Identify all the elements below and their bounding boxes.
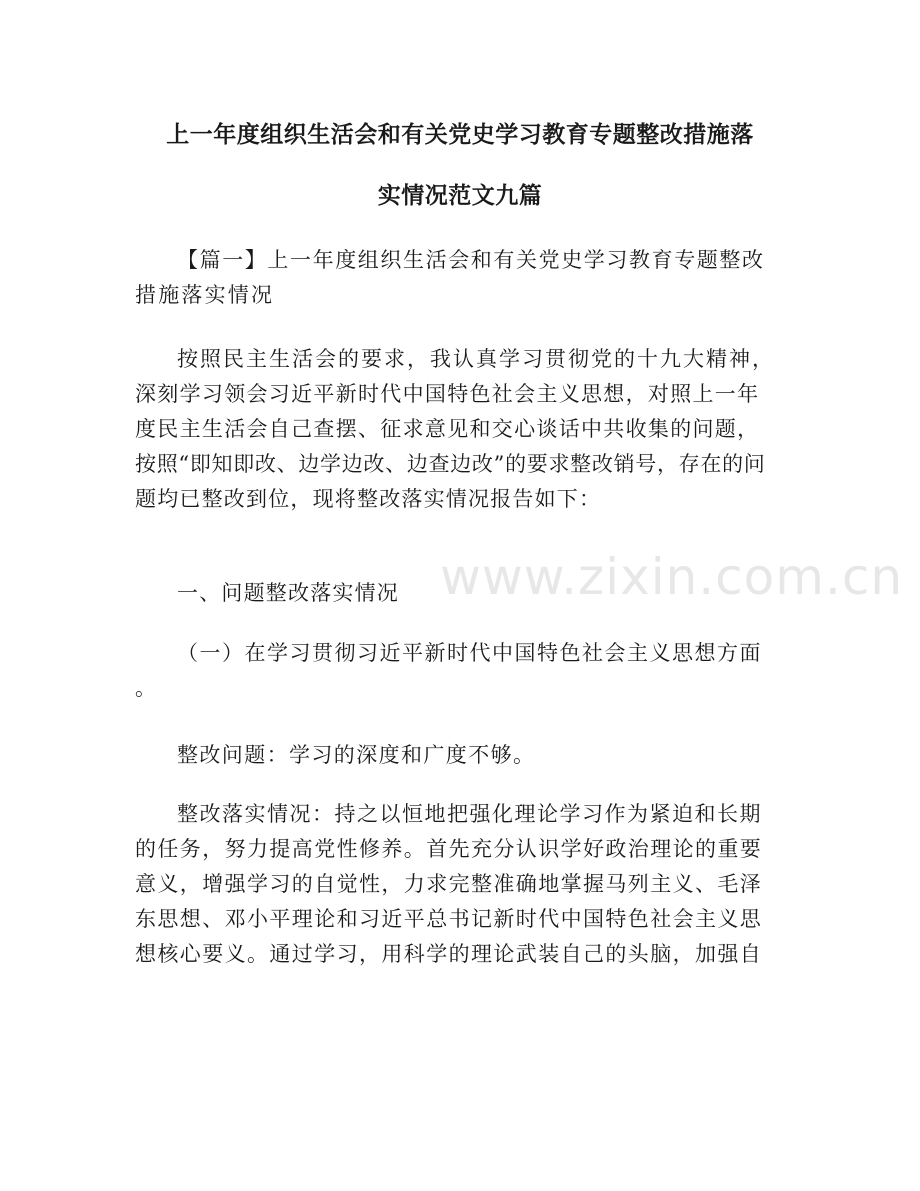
- paragraph-line: 度民主生活会自己查摆、征求意见和交心谈话中共收集的问题，: [135, 417, 760, 441]
- problem-text: 整改问题：学习的深度和广度不够。: [177, 743, 536, 767]
- paragraph-line: 按照民主生活会的要求，我认真学习贯彻党的十九大精神，: [177, 347, 775, 371]
- paragraph-line: 的任务，努力提高党性修养。首先充分认识学好政治理论的重要: [135, 837, 763, 861]
- subsection-heading-line: （一）在学习贯彻习近平新时代中国特色社会主义思想方面: [177, 641, 762, 665]
- subsection-1-heading: [135, 636, 785, 706]
- section-heading-line: 措施落实情况: [135, 283, 275, 307]
- section-heading: [135, 243, 785, 313]
- subsection-heading-line: 。: [135, 676, 159, 700]
- paragraph-line: 按照“即知即改、边学边改、边查边改”的要求整改销号，存在的问: [135, 452, 766, 476]
- paragraph-line: 题均已整改到位，现将整改落实情况报告如下：: [135, 487, 602, 511]
- document-title-line-1: 上一年度组织生活会和有关党史学习教育专题整改措施落: [166, 122, 754, 148]
- document-title-line-2: 实情况范文九篇: [377, 183, 543, 209]
- paragraph-line: 整改落实情况：持之以恒地把强化理论学习作为紧迫和长期: [177, 802, 762, 826]
- paragraph-line: 深刻学习领会习近平新时代中国特色社会主义思想，对照上一年: [135, 382, 760, 406]
- problem-paragraph: [135, 738, 785, 773]
- paragraph-line: 东思想、邓小平理论和习近平总书记新时代中国特色社会主义思: [135, 907, 763, 931]
- paragraph-line: 想核心要义。通过学习，用科学的理论武装自己的头脑，加强自: [135, 942, 763, 966]
- measures-paragraph: [135, 797, 785, 972]
- paragraph-line: 意义，增强学习的自觉性，力求完整准确地掌握马列主义、毛泽: [135, 872, 763, 896]
- intro-paragraph: [135, 342, 785, 517]
- section-heading-line: 【篇一】上一年度组织生活会和有关党史学习教育专题整改: [177, 248, 765, 272]
- watermark: www.zixin.com.cn: [440, 548, 904, 606]
- part-1-heading-text: 一、问题整改落实情况: [177, 581, 399, 605]
